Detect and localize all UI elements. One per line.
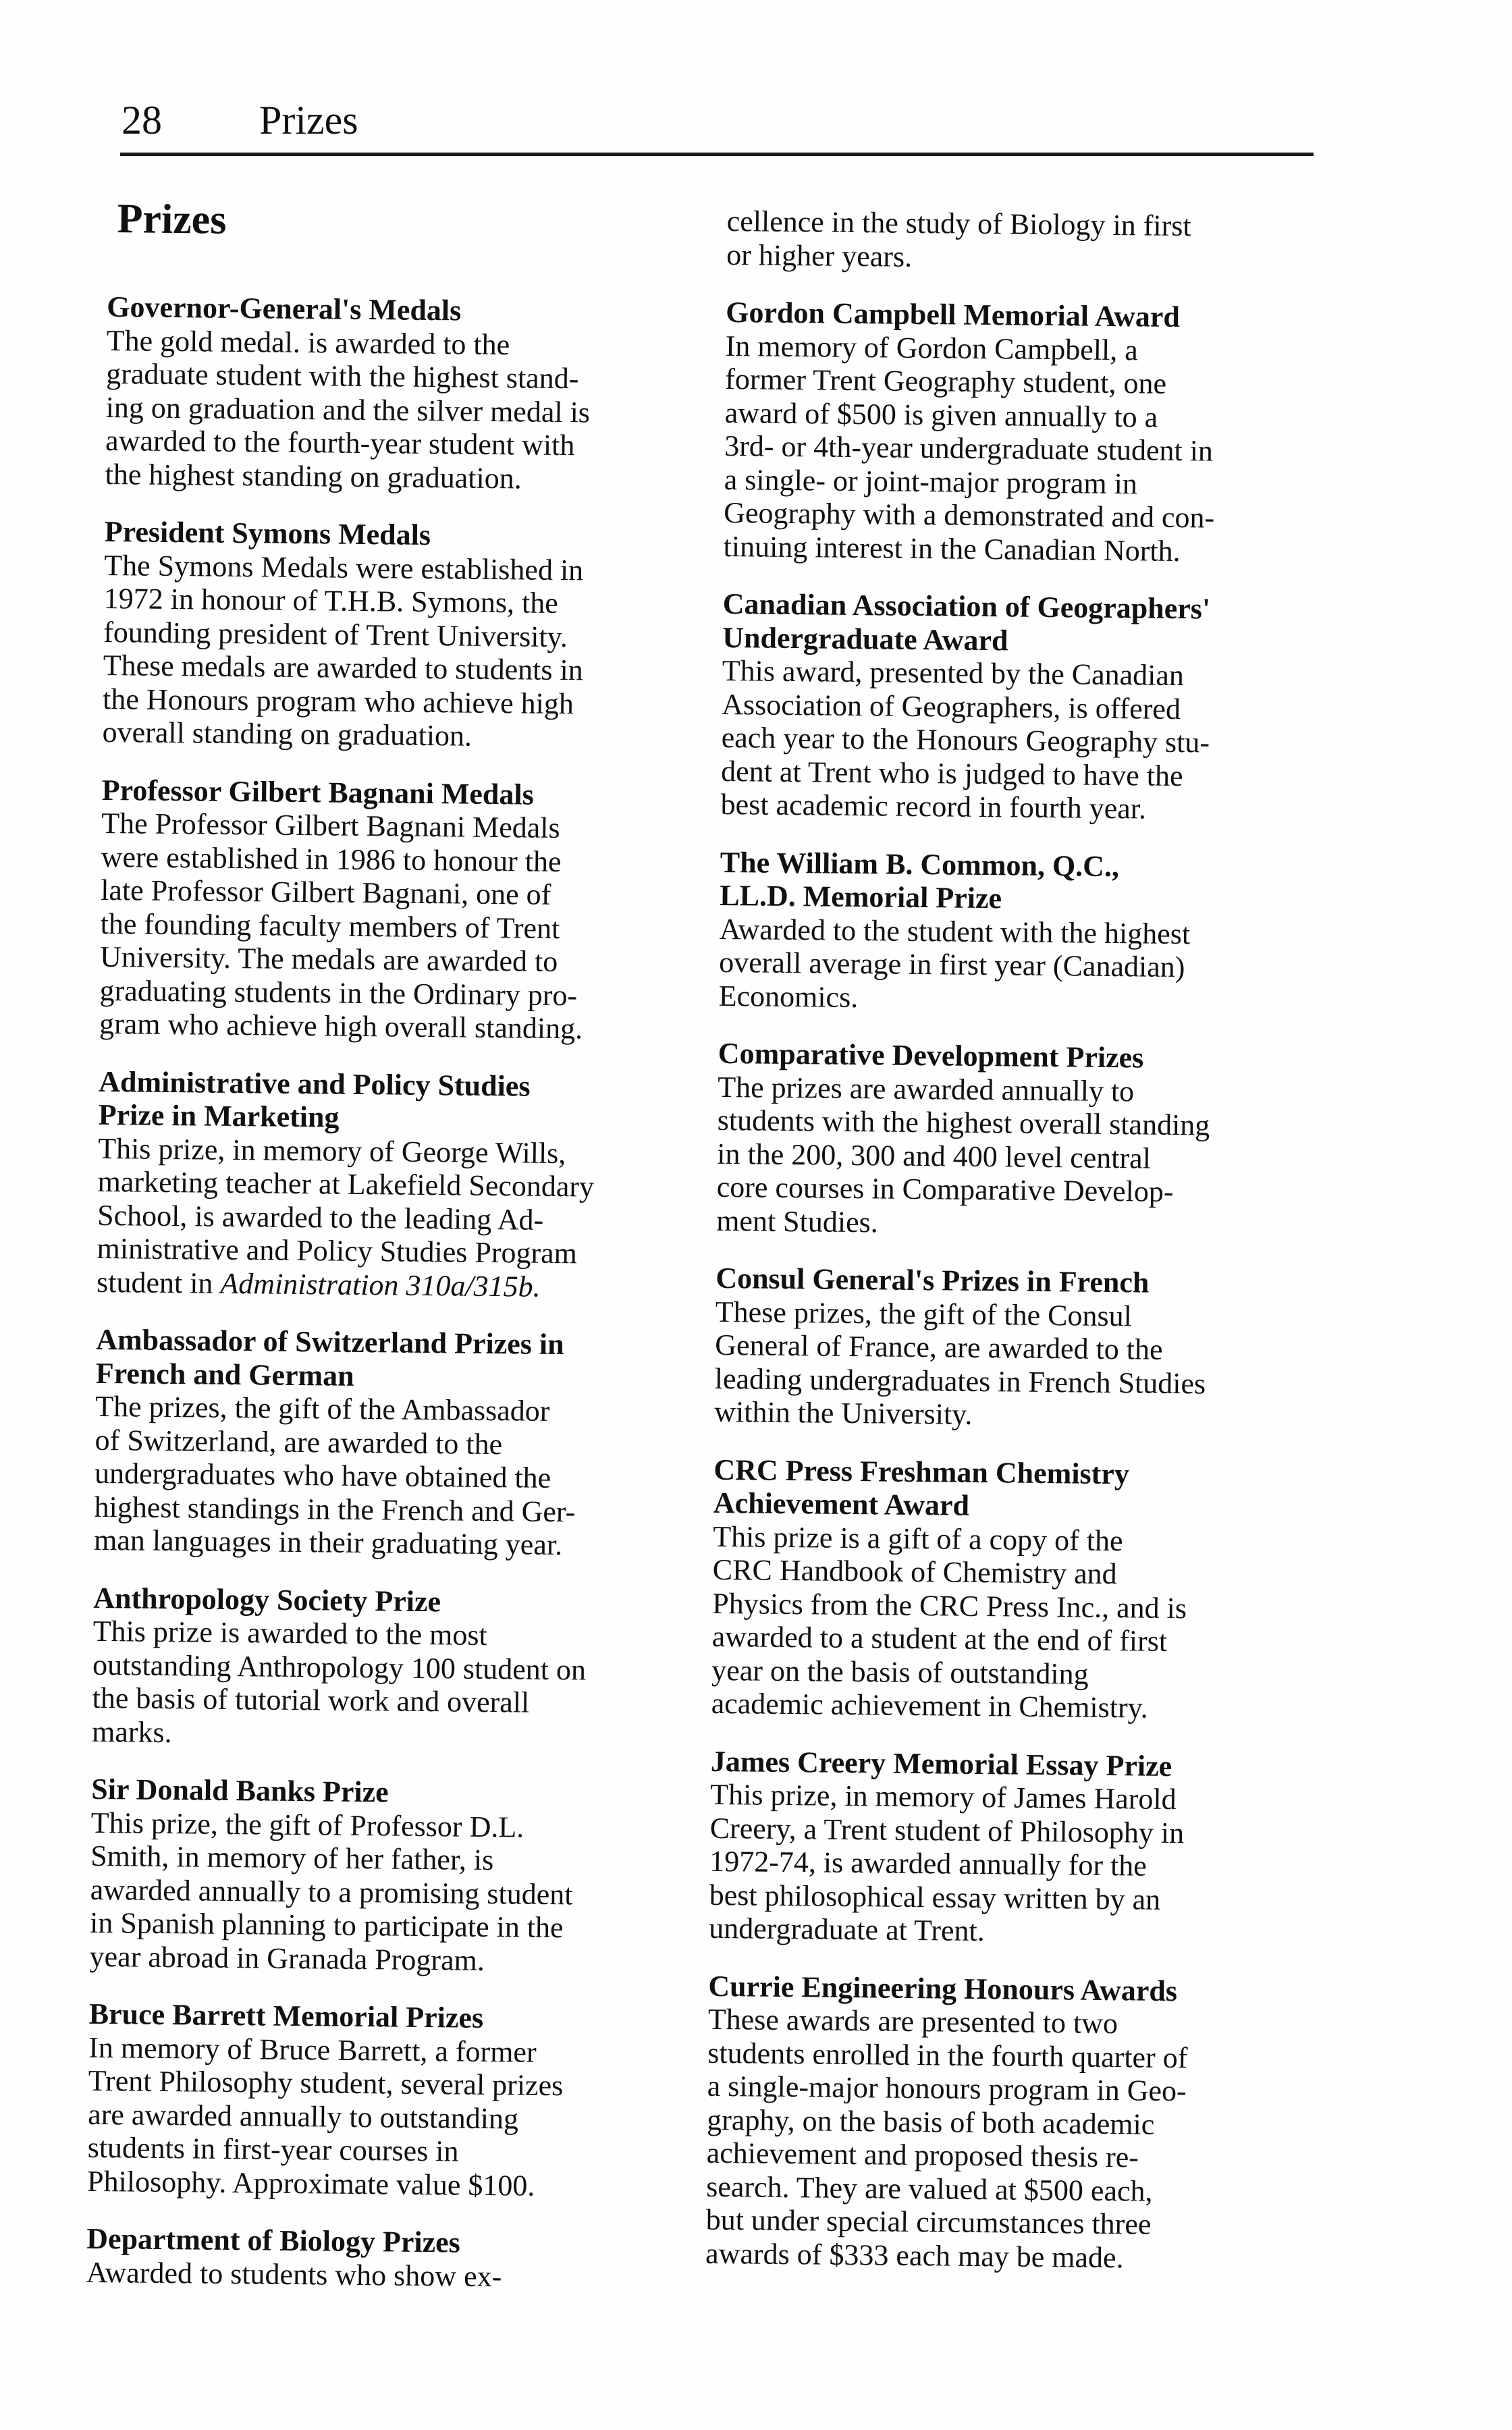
prize-description: This prize, in memory of James Harold Creery, a Trent student of Philosophy in 1972-74, is awarded annually for the best philosophical essay written by an undergraduate at Trent.	[709, 1777, 1185, 1948]
prize-entry	[716, 1037, 1312, 1243]
prize-title: Currie Engineering Honours Awards	[708, 1969, 1178, 2007]
prize-entry	[709, 1744, 1305, 1951]
prize-description: The gold medal. is awarded to the graduate student with the highest stand- ing on graduation and the silver medal is awarded to the fourth-year student with the highest standing on graduation.	[105, 323, 591, 495]
prize-description: The Professor Gilbert Bagnani Medals were established in 1986 to honour the late Professor Gilbert Bagnani, one of the founding faculty members of Trent University. The medals are awarded to graduating students in the Ordinary pro- gram who achieve high overall standing.	[99, 807, 583, 1046]
prize-title: Anthropology Society Prize	[92, 1581, 441, 1618]
prize-entry	[97, 1065, 680, 1305]
course-code: Administration 310a/315b.	[220, 1266, 541, 1303]
header-rule	[120, 153, 1314, 156]
prize-description: These awards are presented to two students enrolled in the fourth quarter of a single-major honours program in Geo- graphy, on the basis of both academic achievement and proposed thesis re- search. They are valued at $500 each, but under special circumstances three awards of $333 each may be made.	[705, 2002, 1188, 2274]
prize-title: Department of Biology Prizes	[86, 2222, 461, 2259]
page-number: 28	[122, 98, 162, 142]
prize-description: Awarded to students who show ex-	[86, 2255, 502, 2293]
prize-title: Bruce Barrett Memorial Prizes	[88, 1997, 484, 2035]
prize-entry	[720, 587, 1317, 828]
prize-title: Comparative Development Prizes	[718, 1036, 1144, 1075]
prize-description-text: This prize, in memory of George Wills, marketing teacher at Lakefield Secondary School, is awarded to the leading Ad- ministrative and Policy Studies Program student in	[96, 1131, 595, 1300]
continued-text: cellence in the study of Biology in first or higher years.	[726, 205, 1191, 273]
prize-description: In memory of Bruce Barrett, a former Trent Philosophy student, several prizes are awarded annually to outstanding students in first-year courses in Philosophy. Approximate value $100.	[86, 2030, 564, 2203]
prize-description: This award, presented by the Canadian Association of Geographers, is offered each year to the Honours Geography stu- dent at Trent who is judged to have the best academic record in fourth year.	[720, 653, 1210, 826]
prize-description	[97, 1132, 679, 1305]
prize-description: This prize is a gift of a copy of the CRC Handbook of Chemistry and Physics from the CRC Press Inc., and is awarded to a student at the end of first year on the basis of outstanding academic achievement in Chemistry.	[711, 1519, 1187, 1725]
prize-title: The William B. Common, Q.C., LL.D. Memorial Prize	[720, 845, 1120, 915]
prize-entry	[89, 1773, 672, 1979]
prize-entry	[711, 1453, 1307, 1726]
prize-entry	[87, 1997, 670, 2204]
prize-entry	[714, 1262, 1310, 1435]
prize-entry	[105, 290, 687, 497]
prize-entry	[99, 774, 682, 1047]
prize-description: This prize, the gift of Professor D.L. Smith, in memory of her father, is awarded annually to a promising student in Spanish planning to participate in the year abroad in Granada Program.	[89, 1806, 573, 1977]
prize-entry	[718, 845, 1314, 1019]
prize-description: The prizes are awarded annually to students with the highest overall standing in the 200, 300 and 400 level central core courses in Comparative Develop- ment Studies.	[716, 1070, 1210, 1239]
prize-entry	[94, 1323, 677, 1563]
prize-title: Sir Donald Banks Prize	[91, 1773, 389, 1809]
prize-title: Governor-General's Medals	[107, 290, 462, 327]
left-column	[86, 196, 688, 2319]
prize-entry	[86, 2222, 668, 2295]
prize-title: Gordon Campbell Memorial Award	[726, 295, 1181, 334]
prize-title: Administrative and Policy Studies Prize in Marketing	[98, 1064, 531, 1134]
prize-entry	[92, 1582, 674, 1754]
prize-description: In memory of Gordon Campbell, a former Trent Geography student, one award of $500 is given annually to a 3rd- or 4th-year undergraduate student in a single- or joint-major program in Geography with a demonstrated and con- tinuing interest in the Canadian North.	[723, 329, 1215, 568]
section-heading: Prizes	[117, 196, 227, 243]
prize-description: The prizes, the gift of the Ambassador of Switzerland, are awarded to the undergraduates who have obtained the highest standings in the French and Ger- man languages in their graduating year.	[93, 1390, 576, 1562]
prize-description: The Symons Medals were established in 1972 in honour of T.H.B. Symons, the founding president of Trent University. These medals are awarded to students in the Honours program who achieve high overall standing on graduation.	[102, 548, 584, 753]
prize-description: These prizes, the gift of the Consul General of France, are awarded to the leading undergraduates in French Studies within the University.	[714, 1295, 1206, 1431]
prize-title: President Symons Medals	[104, 515, 431, 552]
prize-description: Awarded to the student with the highest overall average in first year (Canadian) Economics.	[718, 912, 1191, 1014]
running-title: Prizes	[259, 98, 358, 142]
prize-title: Ambassador of Switzerland Prizes in French and German	[95, 1323, 564, 1393]
prize-entry	[102, 515, 685, 755]
prize-title: CRC Press Freshman Chemistry Achievement Award	[713, 1453, 1130, 1522]
prize-title: Canadian Association of Geographers' Undergraduate Award	[722, 587, 1211, 657]
prize-entry	[723, 296, 1320, 569]
prize-title: James Creery Memorial Essay Prize	[710, 1744, 1172, 1783]
prize-title: Consul General's Prizes in French	[716, 1261, 1150, 1299]
right-column	[705, 205, 1321, 2300]
prize-title: Professor Gilbert Bagnani Medals	[101, 773, 535, 811]
prize-entry	[705, 1969, 1303, 2276]
prize-description: This prize is awarded to the most outstanding Anthropology 100 student on the basis of tutorial work and overall marks.	[91, 1615, 587, 1749]
